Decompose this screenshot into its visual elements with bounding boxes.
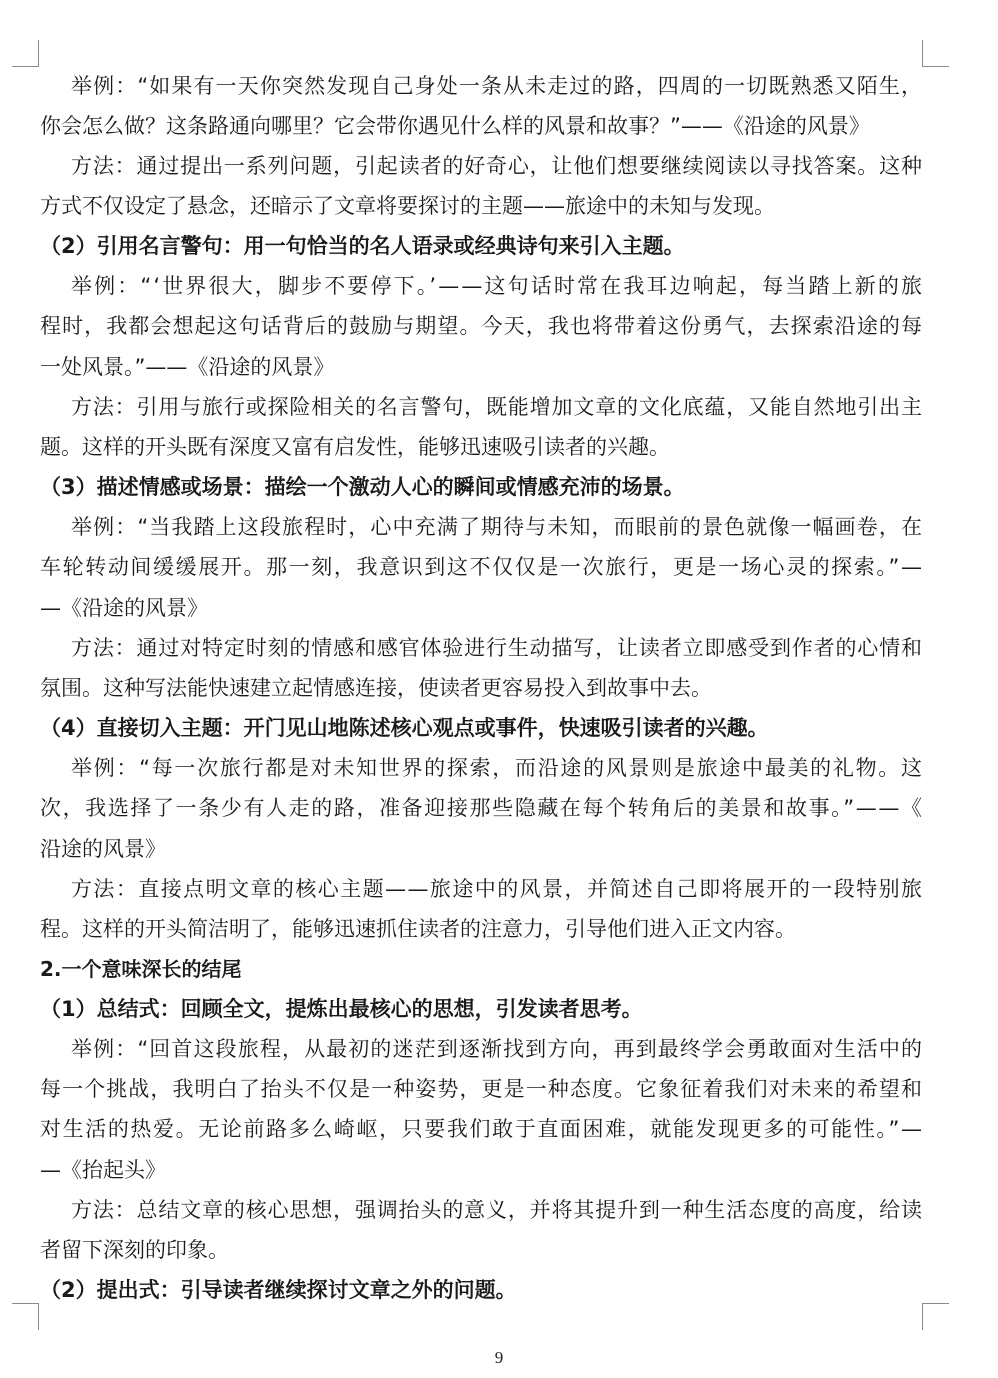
section-heading: （3）描述情感或场景：描绘一个激动人心的瞬间或情感充沛的场景。 xyxy=(40,475,685,499)
method-paragraph: 方法：总结文章的核心思想，强调抬头的意义，并将其提升到一种生活态度的高度，给读 xyxy=(71,1198,923,1222)
method-paragraph: 氛围。这种写法能快速建立起情感连接，使读者更容易投入到故事中去。 xyxy=(40,676,712,700)
method-paragraph: 方法：直接点明文章的核心主题——旅途中的风景，并简述自己即将展开的一段特别旅 xyxy=(71,877,924,901)
section-heading: （2）提出式：引导读者继续探讨文章之外的问题。 xyxy=(40,1278,517,1302)
example-paragraph: 沿途的风景》 xyxy=(40,837,166,861)
example-paragraph: 次，我选择了一条少有人走的路，准备迎接那些隐藏在每个转角后的美景和故事。”——《 xyxy=(40,796,924,820)
example-paragraph: 车轮转动间缓缓展开。那一刻，我意识到这不仅仅是一次旅行，更是一场心灵的探索。”— xyxy=(40,555,924,579)
example-paragraph: 举例：“当我踏上这段旅程时，心中充满了期待与未知，而眼前的景色就像一幅画卷，在 xyxy=(71,515,924,539)
chapter-heading: 2.一个意味深长的结尾 xyxy=(40,957,242,981)
method-paragraph: 方法：通过对特定时刻的情感和感官体验进行生动描写，让读者立即感受到作者的心情和 xyxy=(71,636,923,660)
example-paragraph: 举例：“回首这段旅程，从最初的迷茫到逐渐找到方向，再到最终学会勇敢面对生活中的 xyxy=(71,1037,924,1061)
example-paragraph: 举例：“每一次旅行都是对未知世界的探索，而沿途的风景则是旅途中最美的礼物。这 xyxy=(71,756,924,780)
method-paragraph: 程。这样的开头简洁明了，能够迅速抓住读者的注意力，引导他们进入正文内容。 xyxy=(40,917,796,941)
page-number: 9 xyxy=(494,1348,504,1367)
method-paragraph: 方式不仅设定了悬念，还暗示了文章将要探讨的主题——旅途中的未知与发现。 xyxy=(40,194,775,218)
method-paragraph: 方法：通过提出一系列问题，引起读者的好奇心，让他们想要继续阅读以寻找答案。这种 xyxy=(71,154,923,178)
section-heading: （2）引用名言警句：用一句恰当的名人语录或经典诗句来引入主题。 xyxy=(40,234,685,258)
example-paragraph: 一处风景。”——《沿途的风景》 xyxy=(40,355,335,379)
example-paragraph: 举例：“如果有一天你突然发现自己身处一条从未走过的路，四周的一切既熟悉又陌生， xyxy=(71,74,924,98)
section-heading: （4）直接切入主题：开门见山地陈述核心观点或事件，快速吸引读者的兴趣。 xyxy=(40,716,769,740)
example-paragraph: 举例：“‘世界很大，脚步不要停下。’——这句话时常在我耳边响起，每当踏上新的旅 xyxy=(71,274,925,298)
method-paragraph: 题。这样的开头既有深度又富有启发性，能够迅速吸引读者的兴趣。 xyxy=(40,435,670,459)
method-paragraph: 者留下深刻的印象。 xyxy=(40,1238,229,1262)
method-paragraph: 方法：引用与旅行或探险相关的名言警句，既能增加文章的文化底蕴，又能自然地引出主 xyxy=(71,395,923,419)
example-paragraph: —《抬起头》 xyxy=(40,1158,166,1182)
example-paragraph: 你会怎么做？这条路通向哪里？它会带你遇见什么样的风景和故事？”——《沿途的风景》 xyxy=(40,114,870,138)
example-paragraph: —《沿途的风景》 xyxy=(40,596,208,620)
example-paragraph: 每一个挑战，我明白了抬头不仅是一种姿势，更是一种态度。它象征着我们对未来的希望和 xyxy=(40,1077,924,1101)
example-paragraph: 对生活的热爱。无论前路多么崎岖，只要我们敢于直面困难，就能发现更多的可能性。”— xyxy=(40,1117,924,1141)
example-paragraph: 程时，我都会想起这句话背后的鼓励与期望。今天，我也将带着这份勇气，去探索沿途的每 xyxy=(40,314,924,338)
section-heading: （1）总结式：回顾全文，提炼出最核心的思想，引发读者思考。 xyxy=(40,997,643,1021)
